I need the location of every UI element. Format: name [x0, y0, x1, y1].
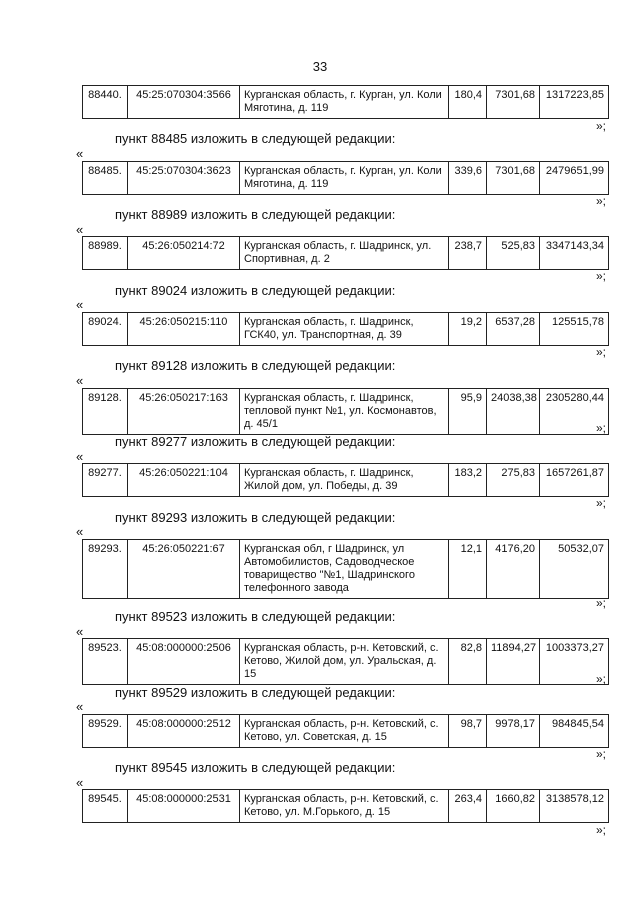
item-number: 88440. — [83, 86, 128, 119]
item-number: 88485. — [83, 162, 128, 195]
table-row — [83, 237, 609, 270]
open-quote: « — [76, 146, 84, 161]
close-quote: »; — [596, 119, 607, 133]
address: Курганская область, г. Шадринск, ГСК40, ул. Транспортная, д. 39 — [240, 313, 449, 346]
unit-value: 11894,27 — [487, 639, 540, 685]
close-quote: »; — [596, 823, 607, 837]
table-row — [83, 162, 609, 195]
address: Курганская область, р-н. Кетовский, с. Кетово, ул. М.Горького, д. 15 — [240, 790, 449, 823]
cadastral-value: 1657261,87 — [540, 464, 609, 497]
address: Курганская область, г. Курган, ул. Коли Мяготина, д. 119 — [240, 162, 449, 195]
record-table-88485 — [82, 161, 609, 195]
cadastral-number: 45:26:050217:163 — [128, 389, 240, 435]
record-table-88989 — [82, 236, 609, 270]
cadastral-number: 45:08:000000:2531 — [128, 790, 240, 823]
table-row — [83, 639, 609, 685]
item-number: 89024. — [83, 313, 128, 346]
area: 95,9 — [449, 389, 487, 435]
cadastral-number: 45:26:050215:110 — [128, 313, 240, 346]
close-quote: »; — [596, 747, 607, 761]
close-quote: »; — [596, 596, 607, 610]
unit-value: 9978,17 — [487, 715, 540, 748]
cadastral-value: 3347143,34 — [540, 237, 609, 270]
cadastral-value: 2305280,44 — [540, 389, 609, 435]
address: Курганская область, г. Шадринск, тепловой пункт №1, ул. Космонавтов, д. 45/1 — [240, 389, 449, 435]
item-number: 89128. — [83, 389, 128, 435]
open-quote: « — [76, 297, 84, 312]
table-row — [83, 715, 609, 748]
item-number: 89545. — [83, 790, 128, 823]
cadastral-value: 125515,78 — [540, 313, 609, 346]
instruction-text: пункт 89523 изложить в следующей редакции: — [115, 609, 396, 624]
cadastral-number: 45:25:070304:3566 — [128, 86, 240, 119]
close-quote: »; — [596, 345, 607, 359]
unit-value: 24038,38 — [487, 389, 540, 435]
cadastral-value: 2479651,99 — [540, 162, 609, 195]
open-quote: « — [76, 524, 84, 539]
address: Курганская область, г. Шадринск, Жилой дом, ул. Победы, д. 39 — [240, 464, 449, 497]
record-table-89277 — [82, 463, 609, 497]
item-number: 89529. — [83, 715, 128, 748]
record-table-89545 — [82, 789, 609, 823]
unit-value: 7301,68 — [487, 162, 540, 195]
cadastral-number: 45:26:050221:67 — [128, 540, 240, 599]
unit-value: 6537,28 — [487, 313, 540, 346]
close-quote: »; — [596, 421, 607, 435]
address: Курганская область, р-н. Кетовский, с. Кетово, Жилой дом, ул. Уральская, д. 15 — [240, 639, 449, 685]
open-quote: « — [76, 699, 84, 714]
record-table-89523 — [82, 638, 609, 685]
close-quote: »; — [596, 496, 607, 510]
unit-value: 525,83 — [487, 237, 540, 270]
area: 263,4 — [449, 790, 487, 823]
unit-value: 275,83 — [487, 464, 540, 497]
cadastral-value: 1317223,85 — [540, 86, 609, 119]
item-number: 89523. — [83, 639, 128, 685]
open-quote: « — [76, 373, 84, 388]
table-row — [83, 540, 609, 599]
area: 98,7 — [449, 715, 487, 748]
open-quote: « — [76, 775, 84, 790]
close-quote: »; — [596, 269, 607, 283]
close-quote: »; — [596, 194, 607, 208]
record-table-89529 — [82, 714, 609, 748]
address: Курганская обл, г Шадринск, ул Автомобилистов, Садоводческое товарищество "№1, Шадринского телефонного завода — [240, 540, 449, 599]
page-number: 33 — [312, 59, 328, 74]
instruction-text: пункт 89128 изложить в следующей редакции: — [115, 358, 396, 373]
unit-value: 4176,20 — [487, 540, 540, 599]
instruction-text: пункт 89293 изложить в следующей редакции: — [115, 510, 396, 525]
item-number: 89277. — [83, 464, 128, 497]
instruction-text: пункт 88485 изложить в следующей редакции: — [115, 131, 396, 146]
area: 238,7 — [449, 237, 487, 270]
instruction-text: пункт 89024 изложить в следующей редакции: — [115, 283, 396, 298]
area: 339,6 — [449, 162, 487, 195]
item-number: 89293. — [83, 540, 128, 599]
instruction-text: пункт 89545 изложить в следующей редакции: — [115, 760, 396, 775]
open-quote: « — [76, 624, 84, 639]
cadastral-number: 45:26:050214:72 — [128, 237, 240, 270]
table-row — [83, 464, 609, 497]
cadastral-number: 45:25:070304:3623 — [128, 162, 240, 195]
cadastral-number: 45:26:050221:104 — [128, 464, 240, 497]
open-quote: « — [76, 222, 84, 237]
unit-value: 7301,68 — [487, 86, 540, 119]
table-row — [83, 313, 609, 346]
record-table-89293 — [82, 539, 609, 599]
table-row — [83, 790, 609, 823]
cadastral-value: 1003373,27 — [540, 639, 609, 685]
address: Курганская область, р-н. Кетовский, с. Кетово, ул. Советская, д. 15 — [240, 715, 449, 748]
address: Курганская область, г. Шадринск, ул. Спортивная, д. 2 — [240, 237, 449, 270]
cadastral-value: 50532,07 — [540, 540, 609, 599]
open-quote: « — [76, 449, 84, 464]
table-row — [83, 389, 609, 435]
record-table-89128 — [82, 388, 609, 435]
item-number: 88989. — [83, 237, 128, 270]
table-row — [83, 86, 609, 119]
cadastral-number: 45:08:000000:2506 — [128, 639, 240, 685]
instruction-text: пункт 89529 изложить в следующей редакции: — [115, 685, 396, 700]
area: 12,1 — [449, 540, 487, 599]
instruction-text: пункт 89277 изложить в следующей редакции: — [115, 434, 396, 449]
record-table-89024 — [82, 312, 609, 346]
area: 180,4 — [449, 86, 487, 119]
address: Курганская область, г. Курган, ул. Коли Мяготина, д. 119 — [240, 86, 449, 119]
area: 19,2 — [449, 313, 487, 346]
close-quote: »; — [596, 672, 607, 686]
cadastral-number: 45:08:000000:2512 — [128, 715, 240, 748]
cadastral-value: 3138578,12 — [540, 790, 609, 823]
area: 183,2 — [449, 464, 487, 497]
instruction-text: пункт 88989 изложить в следующей редакции: — [115, 207, 396, 222]
record-table-88440 — [82, 85, 609, 119]
unit-value: 1660,82 — [487, 790, 540, 823]
area: 82,8 — [449, 639, 487, 685]
cadastral-value: 984845,54 — [540, 715, 609, 748]
